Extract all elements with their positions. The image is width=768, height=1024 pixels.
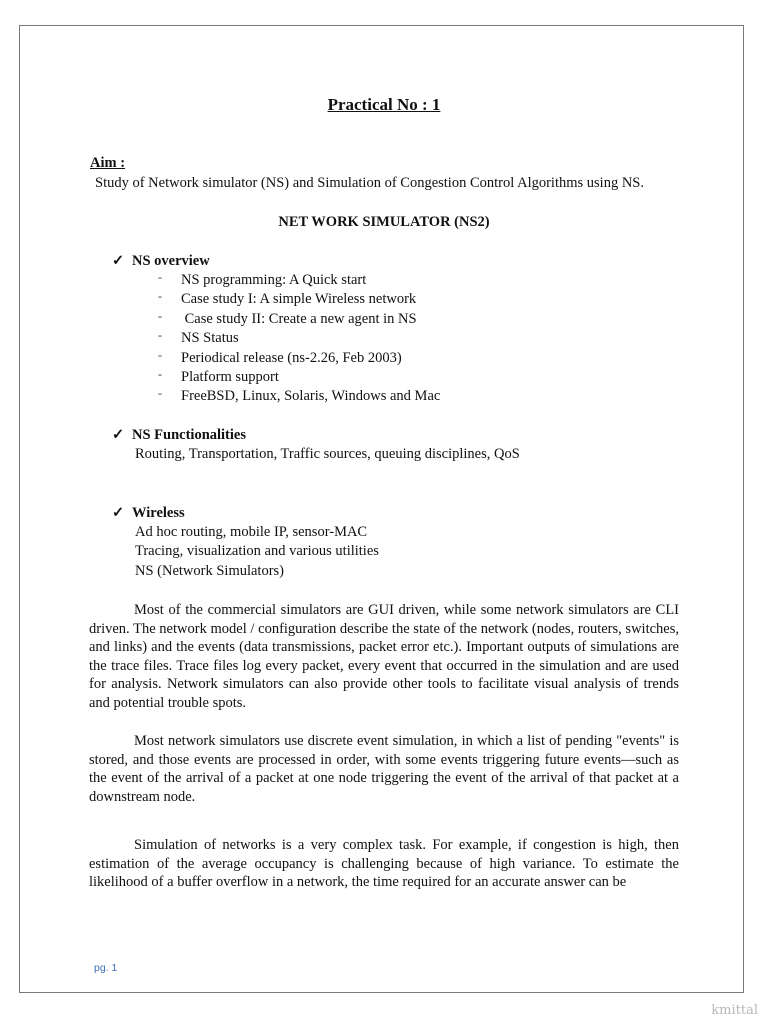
body-paragraph: Most network simulators use discrete event simulation, in which a list of pending "events" is stored, and those events are processed in order, with some events triggering future events—such as the event of the arrival of a packet at one node triggering the event of the arrival of that packet at a downstream node. — [89, 733, 679, 805]
section-heading: NET WORK SIMULATOR (NS2) — [278, 214, 490, 230]
checklist-item — [112, 253, 210, 270]
dash-bullet-icon: - — [158, 309, 162, 323]
list-item: Platform support — [181, 369, 279, 385]
dash-bullet-icon: - — [158, 328, 162, 342]
list-item: FreeBSD, Linux, Solaris, Windows and Mac — [181, 388, 441, 404]
dash-bullet-icon: - — [158, 289, 162, 303]
dash-bullet-icon: - — [158, 386, 162, 400]
checklist-text: Tracing, visualization and various utilities — [135, 543, 379, 559]
list-item: Case study I: A simple Wireless network — [181, 291, 417, 307]
page-number: pg. 1 — [94, 962, 118, 974]
aim-text: Study of Network simulator (NS) and Simulation of Congestion Control Algorithms using NS. — [95, 175, 644, 191]
dash-bullet-icon: - — [158, 367, 162, 381]
dash-bullet-icon: - — [158, 348, 162, 362]
checkmark-icon: ✓ — [112, 427, 125, 443]
checklist-item — [112, 505, 185, 522]
body-paragraph: Most of the commercial simulators are GUI driven, while some network simulators are CLI driven. The network model / configuration describe the state of the network (nodes, routers, switches, and links) and the events (data transmissions, packet error etc.). Important outputs of simulations are the trace files. Trace files log every packet, every event that occurred in the simulation and are used for analysis. Network simulators can also provide other tools to facilitate visual analysis of trends and potential trouble spots. — [89, 602, 679, 711]
checklist-heading: NS overview — [132, 253, 210, 269]
checklist-text: NS (Network Simulators) — [135, 563, 285, 579]
checklist-heading: Wireless — [132, 505, 185, 521]
checkmark-icon: ✓ — [112, 253, 125, 269]
body-paragraph: Simulation of networks is a very complex task. For example, if congestion is high, then estimation of the average occupancy is challenging because of high variance. To estimate the likelihood of a buffer overflow in a network, the time required for an accurate answer can be — [89, 837, 679, 891]
checkmark-icon: ✓ — [112, 505, 125, 521]
dash-bullet-icon: - — [158, 270, 162, 284]
list-item: NS programming: A Quick start — [181, 272, 367, 288]
checklist-text: Routing, Transportation, Traffic sources, queuing disciplines, QoS — [135, 446, 520, 462]
checklist-item — [112, 427, 246, 444]
aim-heading: Aim : — [90, 155, 126, 171]
checklist-heading: NS Functionalities — [132, 427, 246, 443]
page-title: Practical No : 1 — [327, 95, 441, 114]
list-item: Case study II: Create a new agent in NS — [181, 311, 417, 327]
watermark-text: kmittal — [711, 1003, 758, 1018]
checklist-text: Ad hoc routing, mobile IP, sensor-MAC — [135, 524, 368, 540]
list-item: Periodical release (ns-2.26, Feb 2003) — [181, 350, 402, 366]
list-item: NS Status — [181, 330, 239, 346]
